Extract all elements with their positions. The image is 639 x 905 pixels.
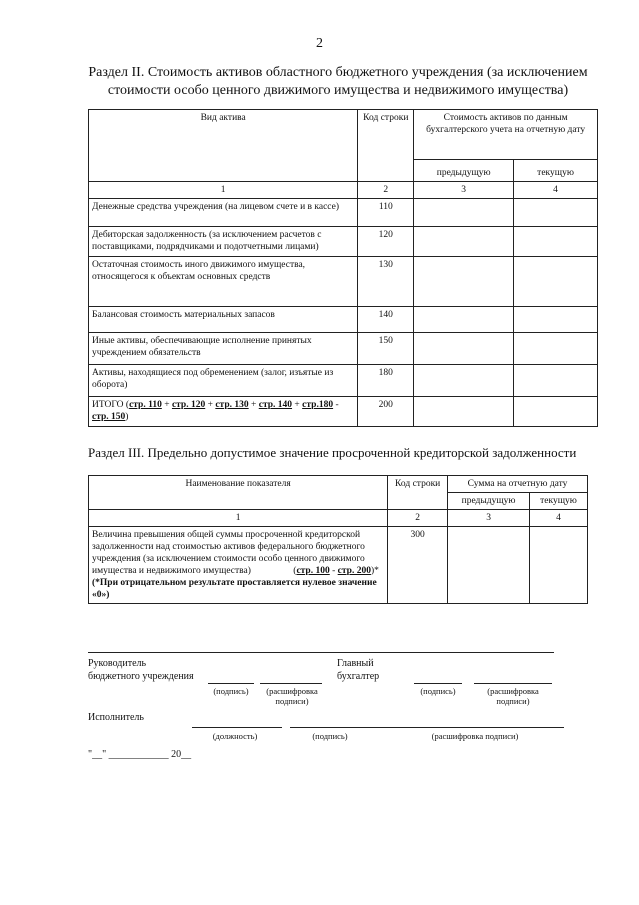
total-code: 200 [358, 397, 414, 427]
sign-line [260, 683, 322, 684]
transcript-caption: (расшифровка подписи) [487, 686, 539, 706]
row-note: (*При отрицательном результате проставляется нулевое значение «0») [92, 578, 377, 600]
cell-previous[interactable] [414, 365, 514, 397]
page-number: 2 [316, 36, 323, 51]
cell-current[interactable] [514, 199, 598, 227]
divider [88, 652, 554, 653]
col-number: 1 [89, 510, 388, 527]
header-indicator: Наименование показателя [89, 476, 388, 510]
row-code: 140 [358, 307, 414, 333]
total-row [89, 397, 598, 427]
row-code: 300 [388, 527, 448, 604]
date-field[interactable]: "__" ____________ 20__ [88, 749, 192, 760]
header-sum: Сумма на отчетную дату [448, 476, 588, 493]
row-name: Денежные средства учреждения (на лицевом счете и в кассе) [89, 199, 358, 227]
header-line-code: Код строки [358, 110, 414, 182]
section2-title-line2: стоимости особо ценного движимого имущества и недвижимого имущества) [107, 83, 569, 98]
head-label: Руководитель бюджетного учреждения [88, 658, 194, 682]
row-name: Активы, находящиеся под обременением (залог, изъятые из оборота) [89, 365, 358, 397]
row-code: 130 [358, 257, 414, 307]
col-number: 3 [448, 510, 530, 527]
header-asset-type: Вид актива [89, 110, 358, 182]
sign-caption: (подпись) [312, 731, 348, 741]
section2-title-line1: Раздел II. Стоимость активов областного бюджетного учреждения (за исключением [88, 65, 588, 80]
assets-table [88, 109, 598, 427]
cell-previous[interactable] [414, 397, 514, 427]
col-number: 3 [414, 182, 514, 199]
table-row [89, 307, 598, 333]
cell-current[interactable] [514, 227, 598, 257]
cell-previous[interactable] [448, 527, 530, 604]
row-name: Балансовая стоимость материальных запасов [89, 307, 358, 333]
col-number: 4 [530, 510, 588, 527]
sign-line [414, 683, 462, 684]
section2-title [88, 64, 588, 100]
sign-caption: (подпись) [213, 686, 249, 696]
table-row [89, 365, 598, 397]
row-code: 180 [358, 365, 414, 397]
col-number: 1 [89, 182, 358, 199]
header-current: текущую [514, 160, 598, 182]
cell-previous[interactable] [414, 333, 514, 365]
row-code: 110 [358, 199, 414, 227]
row-text: Величина превышения общей суммы просроченной кредиторской задолженности над стоимостью активов федерального бюджетного учреждения (за исключением стоимости особо ценного движимого имущества и недвижимого имущества) (стр. 100 - стр. 200)* (*При отрицательном результате проставляется нулевое значение «0») [89, 527, 388, 604]
table-row [89, 227, 598, 257]
row-name: Дебиторская задолженность (за исключением расчетов с поставщиками, подрядчиками и подотчетными лицами) [89, 227, 358, 257]
sign-line [290, 727, 564, 728]
col-number: 4 [514, 182, 598, 199]
total-formula: ИТОГО (стр. 110 + стр. 120 + стр. 130 + стр. 140 + стр.180 - стр. 150) [89, 397, 358, 427]
cell-previous[interactable] [414, 199, 514, 227]
header-value: Стоимость активов по данным бухгалтерского учета на отчетную дату [414, 110, 598, 160]
cell-previous[interactable] [414, 257, 514, 307]
sign-line [474, 683, 552, 684]
col-number: 2 [388, 510, 448, 527]
cell-current[interactable] [514, 397, 598, 427]
header-current: текущую [530, 493, 588, 510]
row-code: 150 [358, 333, 414, 365]
header-previous: предыдущую [448, 493, 530, 510]
col-number: 2 [358, 182, 414, 199]
header-code: Код строки [388, 476, 448, 510]
transcript-caption: (расшифровка подписи) [266, 686, 318, 706]
table-row [89, 333, 598, 365]
cell-current[interactable] [530, 527, 588, 604]
sign-line [208, 683, 254, 684]
chief-label: Главный бухгалтер [337, 658, 380, 682]
sign-line [192, 727, 282, 728]
liabilities-table [88, 475, 588, 604]
sign-caption: (подпись) [420, 686, 456, 696]
table-row [89, 199, 598, 227]
position-caption: (должность) [212, 731, 258, 741]
transcript-caption: (расшифровка подписи) [431, 731, 519, 741]
cell-current[interactable] [514, 333, 598, 365]
header-previous: предыдущую [414, 160, 514, 182]
cell-previous[interactable] [414, 227, 514, 257]
cell-current[interactable] [514, 307, 598, 333]
cell-current[interactable] [514, 257, 598, 307]
section3-title: Раздел III. Предельно допустимое значение просроченной кредиторской задолженности [88, 445, 577, 460]
executor-label: Исполнитель [88, 712, 144, 723]
cell-previous[interactable] [414, 307, 514, 333]
cell-current[interactable] [514, 365, 598, 397]
row-name: Иные активы, обеспечивающие исполнение принятых учреждением обязательств [89, 333, 358, 365]
row-code: 120 [358, 227, 414, 257]
table-row [89, 257, 598, 307]
row-name: Остаточная стоимость иного движимого имущества, относящегося к объектам основных средств [89, 257, 358, 307]
table-row [89, 527, 588, 604]
